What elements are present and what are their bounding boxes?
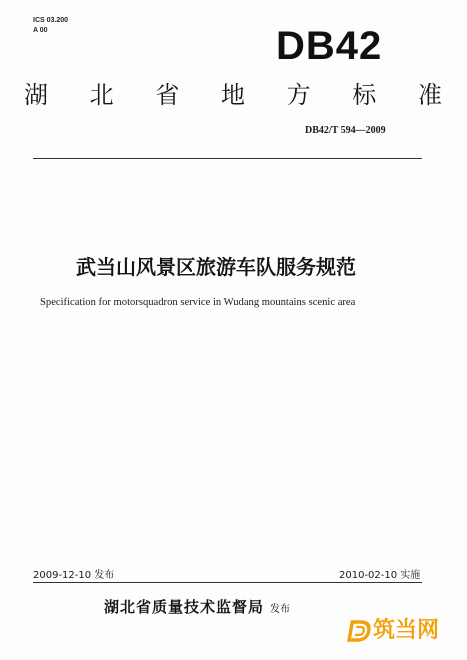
- standard-type-char: 北: [89, 81, 114, 109]
- watermark-text: 筑当网: [373, 618, 440, 643]
- issuer-action: 发布: [270, 604, 291, 615]
- standard-type-char: 省: [155, 81, 180, 109]
- header-divider: [33, 158, 422, 159]
- document-title-chinese: 武当山风景区旅游车队服务规范: [76, 255, 356, 279]
- site-watermark: [346, 618, 439, 644]
- issuer-line: [104, 596, 290, 617]
- publish-date: 2009-12-10 发布: [33, 570, 115, 581]
- standard-type-heading: [24, 80, 442, 110]
- standard-type-char: 标: [352, 81, 377, 109]
- standard-code: DB42: [276, 24, 383, 68]
- document-title-english: Specification for motorsquadron service in Wudang mountains scenic area: [40, 297, 356, 308]
- ics-code: ICS 03.200: [33, 17, 69, 24]
- class-code: A 00: [33, 27, 48, 34]
- standard-number: DB42/T 594—2009: [305, 125, 386, 136]
- standard-type-char: 方: [286, 81, 311, 109]
- standard-type-char: 准: [417, 81, 442, 109]
- standard-type-char: 地: [220, 81, 245, 109]
- standard-type-char: 湖: [24, 81, 48, 109]
- issuer-name: 湖北省质量技术监督局: [104, 598, 265, 616]
- watermark-logo-icon: [346, 618, 372, 644]
- classification-codes: [33, 16, 68, 36]
- footer-divider: [33, 582, 422, 583]
- implement-date: 2010-02-10 实施: [339, 570, 421, 581]
